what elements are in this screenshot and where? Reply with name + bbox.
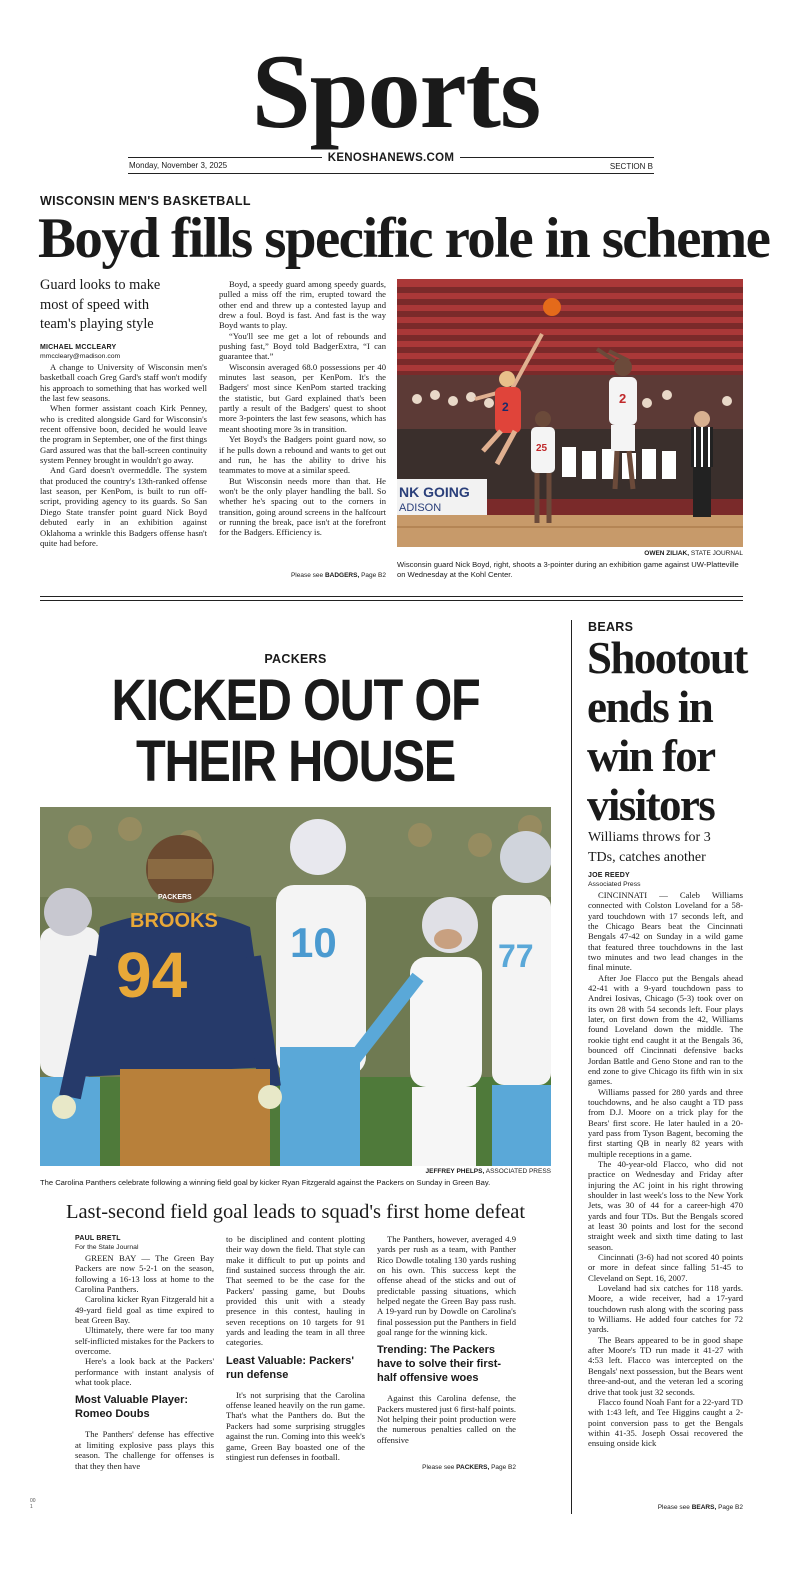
paragraph: The 40-year-old Flacco, who did not practice on Wednesday and Friday after injuring the AC joint in his right throwing shoulder in last week's loss to the New York Jets, was 30 of 44 for a career-high 470 yards and four TDs. But the Bengals scored at least 30 points and lost for the second straight week and sixth time dating to last season. [588, 1158, 743, 1252]
helmet-text: PACKERS [158, 894, 192, 901]
masthead-date: Monday, November 3, 2025 [129, 161, 228, 170]
paragraph: to be disciplined and content plotting their way down the field. That style can make it difficult to put up points and find sustained success through the air. That seemed to be the case for the Packers' passing game, but Doubs provided this unit with a steady presence in this contest, hauling in seven receptions on 10 targets for 91 yards and leading the team in all three categories. [226, 1234, 365, 1348]
panther-number: 10 [290, 919, 337, 966]
football-photo [40, 807, 551, 1166]
packers-kicker: PACKERS [264, 652, 327, 666]
page-code [30, 1498, 36, 1510]
paragraph: Loveland had six catches for 118 yards. Moore, a wide receiver, had a 17-yard touchdown rush along with the scoring pass to Williams. He added four catches for 72 yards. [588, 1283, 743, 1335]
basketball-photo-illustration [397, 279, 743, 547]
paragraph: The Bears appeared to be in good shape after Moore's TD run made it 41-27 with 4:53 left. Flacco was intercepted on the Bengals' next possession, but the Bears went three-and-out, and the veteran led a scoring drive that took just 32 seconds. [588, 1334, 743, 1397]
paragraph: When former assistant coach Kirk Penney, who is credited alongside Gard for Wisconsin's recent offensive boon, decided he would leave the program in September, one of the first things Gard assured was that the ball-screen continuity system Penney brought in wouldn't go away. [40, 403, 207, 466]
photo-banner-text-2: ADISON [399, 502, 442, 514]
section-divider [40, 596, 743, 601]
bears-headline [587, 634, 747, 830]
jump-prefix: Please see [657, 1504, 690, 1511]
packers-photo-credit [40, 1168, 551, 1175]
paragraph: Boyd, a speedy guard among speedy guards, pulled a miss off the rim, erupted toward the other end and threw up a contested layup and drew a foul. Boyd is fast. And fast is the way Boyd wants to play. [219, 279, 386, 331]
basketball-photo [397, 279, 743, 547]
packers-column-2 [226, 1234, 365, 1462]
bears-headline-line-1: Shootout [587, 633, 747, 683]
top-story-headline: Boyd fills specific role in scheme [38, 207, 770, 270]
jump-key: BADGERS, [324, 572, 360, 579]
paragraph: Carolina kicker Ryan Fitzgerald hit a 49-yard field goal as time expired to beat Green Bay. [75, 1294, 214, 1326]
top-story-byline-email: mmccleary@madison.com [40, 353, 121, 360]
packers-headline-line-2: THEIR HOUSE [135, 729, 456, 794]
jersey-number-right: 2 [619, 391, 627, 406]
paragraph: It's not surprising that the Carolina offense leaned heavily on the run game. That's what the Panthers do. But the Packers had some surprising struggles against the run. Coming into this week's game, Green Bay boasted one of the stingiest run defenses in football. [226, 1389, 365, 1462]
credit-name: OWEN ZILIAK, [644, 550, 690, 557]
credit-org: STATE JOURNAL [690, 550, 743, 557]
bears-headline-line-3: win for [587, 731, 715, 781]
packers-byline-name: PAUL BRETL [75, 1235, 121, 1242]
top-story-column-2 [219, 279, 386, 538]
masthead-rule-bottom [128, 173, 654, 174]
masthead-rule-right [460, 157, 654, 158]
paragraph: Flacco found Noah Fant for a 22-yard TD with 1:43 left, and Tee Higgins caught a 2-point conversion pass to get the Bengals within 41-35. Joseph Ossai recovered the ensuing onside kick [588, 1396, 743, 1449]
jump-key: PACKERS, [456, 1464, 490, 1471]
masthead-site: KENOSHANEWS.COM [327, 152, 455, 164]
top-story-column-1 [40, 343, 207, 548]
jersey-number-left: 2 [502, 400, 509, 414]
packers-subhead-lvp: Least Valuable: Packers' run defense [226, 1354, 354, 1381]
bears-jump[interactable] [588, 1504, 743, 1511]
top-story-photo-caption: Wisconsin guard Nick Boyd, right, shoots a 3-pointer during an exhibition game against UW-Platteville on Wednesday at the Kohl Center. [397, 560, 739, 579]
bears-headline-line-2: ends in [587, 682, 713, 732]
bears-column [588, 871, 743, 1449]
paragraph: Williams passed for 280 yards and three touchdowns, and he also caught a TD pass from D.J. Moore on a trick play for the Bears' first score. He later hauled in a 20-yard pass from Tyson Bagent, becoming the first starting QB in nearly 82 years with multiple receptions in a game. [588, 1086, 743, 1159]
jump-page: Page B2 [491, 1464, 516, 1471]
photo-banner-text-1: NK GOING [399, 484, 470, 500]
football-photo-illustration [40, 807, 551, 1166]
bears-byline-aff: Associated Press [588, 881, 641, 888]
packers-deck: Last-second field goal leads to squad's first home defeat [65, 1201, 526, 1223]
packers-jump[interactable] [377, 1464, 516, 1471]
paragraph: GREEN BAY — The Green Bay Packers are now 5-2-1 on the season, following a 16-13 loss at home to the Carolina Panthers. [75, 1253, 214, 1295]
masthead-section: SECTION B [609, 162, 653, 171]
jump-page: Page B2 [361, 572, 386, 579]
jump-key: BEARS, [691, 1504, 717, 1511]
jump-prefix: Please see [290, 572, 324, 579]
paragraph: CINCINNATI — Caleb Williams connected with Colston Loveland for a 58-yard touchdown with 17 seconds left, and the Chicago Bears beat the Cincinnati Bengals 47-42 on Sunday in a wild game that featured three touchdowns in the last two minutes and two lead changes in the final minute. [588, 890, 743, 973]
jump-prefix: Please see [422, 1464, 455, 1471]
panther-number-2: 77 [498, 938, 534, 974]
bears-deck: Williams throws for 3 TDs, catches another [588, 830, 711, 865]
packers-subhead-trending: Trending: The Packers have to solve their first-half offensive woes [377, 1344, 502, 1385]
paragraph: Cincinnati (3-6) had not scored 40 points or more in defeat since falling 51-45 to Cleveland on Sept. 16, 2007. [588, 1252, 743, 1283]
paragraph: Wisconsin averaged 68.0 possessions per 40 minutes last season, per KenPom. It's the Badgers' most since KenPom started tracking the statistic, but Gard explained that's been partly a result of the Badgers' quest to shoot more 3-pointers the last few seasons, which has meant shooting more 3s in transition. [219, 361, 386, 434]
paragraph: Yet Boyd's the Badgers point guard now, so if he pulls down a rebound and wants to get out and run, he has the ability to drive his teammates to move at a similar speed. [219, 434, 386, 476]
top-story-byline-name: MICHAEL MCCLEARY [40, 344, 117, 351]
packers-column-3 [377, 1234, 516, 1445]
paragraph: The Panthers' defense has effective at limiting explosive pass plays this season. The challenge for offenses is that they then have [75, 1429, 214, 1471]
page-code-2: 1 [30, 1504, 33, 1510]
top-story-photo-credit [397, 550, 743, 557]
top-story-deck: Guard looks to make most of speed with team's playing style [40, 277, 161, 332]
paragraph: The Panthers, however, averaged 4.9 yards per rush as a team, with Panther Rico Dowdle totaling 130 yards rushing on his own. This success kept the offense ahead of the sticks and out of predictable passing situations, which helped negate the Green Bay pass rush. A 19-yard run by Dowdle on Carolina's final possession put the Panthers in field goal range for the winning kick. [377, 1234, 516, 1338]
top-story-kicker: WISCONSIN MEN'S BASKETBALL [40, 194, 251, 208]
credit-name: JEFFREY PHELPS, [425, 1168, 485, 1175]
paragraph: “You'll see me get a lot of rebounds and pushing fast,” Boyd told BadgerExtra, “I can guarantee that.” [219, 330, 386, 362]
packers-photo-caption: The Carolina Panthers celebrate following a winning field goal by kicker Ryan Fitzgerald against the Packers on Sunday in Green Bay. [40, 1178, 491, 1187]
page-code-1: 00 [30, 1498, 36, 1504]
bears-kicker: BEARS [588, 620, 634, 634]
paragraph: Here's a look back at the Packers' performance with instant analysis of what took place. [75, 1356, 214, 1388]
packers-column-1 [75, 1234, 214, 1471]
paragraph: After Joe Flacco put the Bengals ahead 42-41 with a 9-yard touchdown pass to Andrei Iosivas, Chicago (5-3) took over on its own 28 with 54 seconds left. Four plays later, on first down from the 42, Williams found Loveland down the middle. The rookie tight end caught it at the Bengals 36, bounced off Cincinnati defensive backs Jordan Battle and Geno Stone and ran to the end zone to give Chicago its fifth win in six games. [588, 972, 743, 1087]
paragraph: Ultimately, there were far too many self-inflicted mistakes for the Packers to overcome. [75, 1325, 214, 1357]
paragraph: A change to University of Wisconsin men's basketball coach Greg Gard's staff won't modify his approach to something that has worked well the last few seasons. [40, 362, 207, 404]
bears-byline-name: JOE REEDY [588, 872, 630, 879]
paragraph: But Wisconsin needs more than that. He won't be the only player handling the ball. So whether he's spacing out to the corners in transition, going around screens in the halfcourt or running the break, pace isn't at the forefront for the Badgers. Efficiency is. [219, 475, 386, 538]
credit-org: ASSOCIATED PRESS [485, 1168, 551, 1175]
column-divider [571, 620, 572, 1514]
jersey-number-bench: 25 [536, 443, 548, 454]
packers-subhead-mvp: Most Valuable Player: Romeo Doubs [75, 1394, 189, 1421]
paragraph: And Gard doesn't overmeddle. The system that produced the country's 13th-ranked offense last season, per KenPom, is built to run off-script, providing agency to its guards. So San Diego State transfer point guard Nick Boyd debuted early in an exhibition against Oklahoma a wrinkle this Badgers offense hasn't quite had before. [40, 465, 207, 548]
jersey-name: BROOKS [130, 910, 218, 932]
jersey-number: 94 [116, 939, 188, 1011]
bears-headline-line-4: visitors [587, 780, 715, 830]
jump-page: Page B2 [718, 1504, 743, 1511]
basketball [543, 298, 561, 316]
masthead-rule-left [128, 157, 322, 158]
masthead-title: Sports [251, 33, 541, 150]
top-story-jump[interactable] [219, 572, 386, 579]
packers-headline-line-1: KICKED OUT OF [111, 668, 480, 733]
packers-byline-aff: For the State Journal [75, 1244, 139, 1251]
packers-headline [81, 670, 510, 792]
paragraph: Against this Carolina defense, the Packers mustered just 6 first-half points. Not helping their point production were the numerous penalties called on the offensive [377, 1393, 516, 1445]
